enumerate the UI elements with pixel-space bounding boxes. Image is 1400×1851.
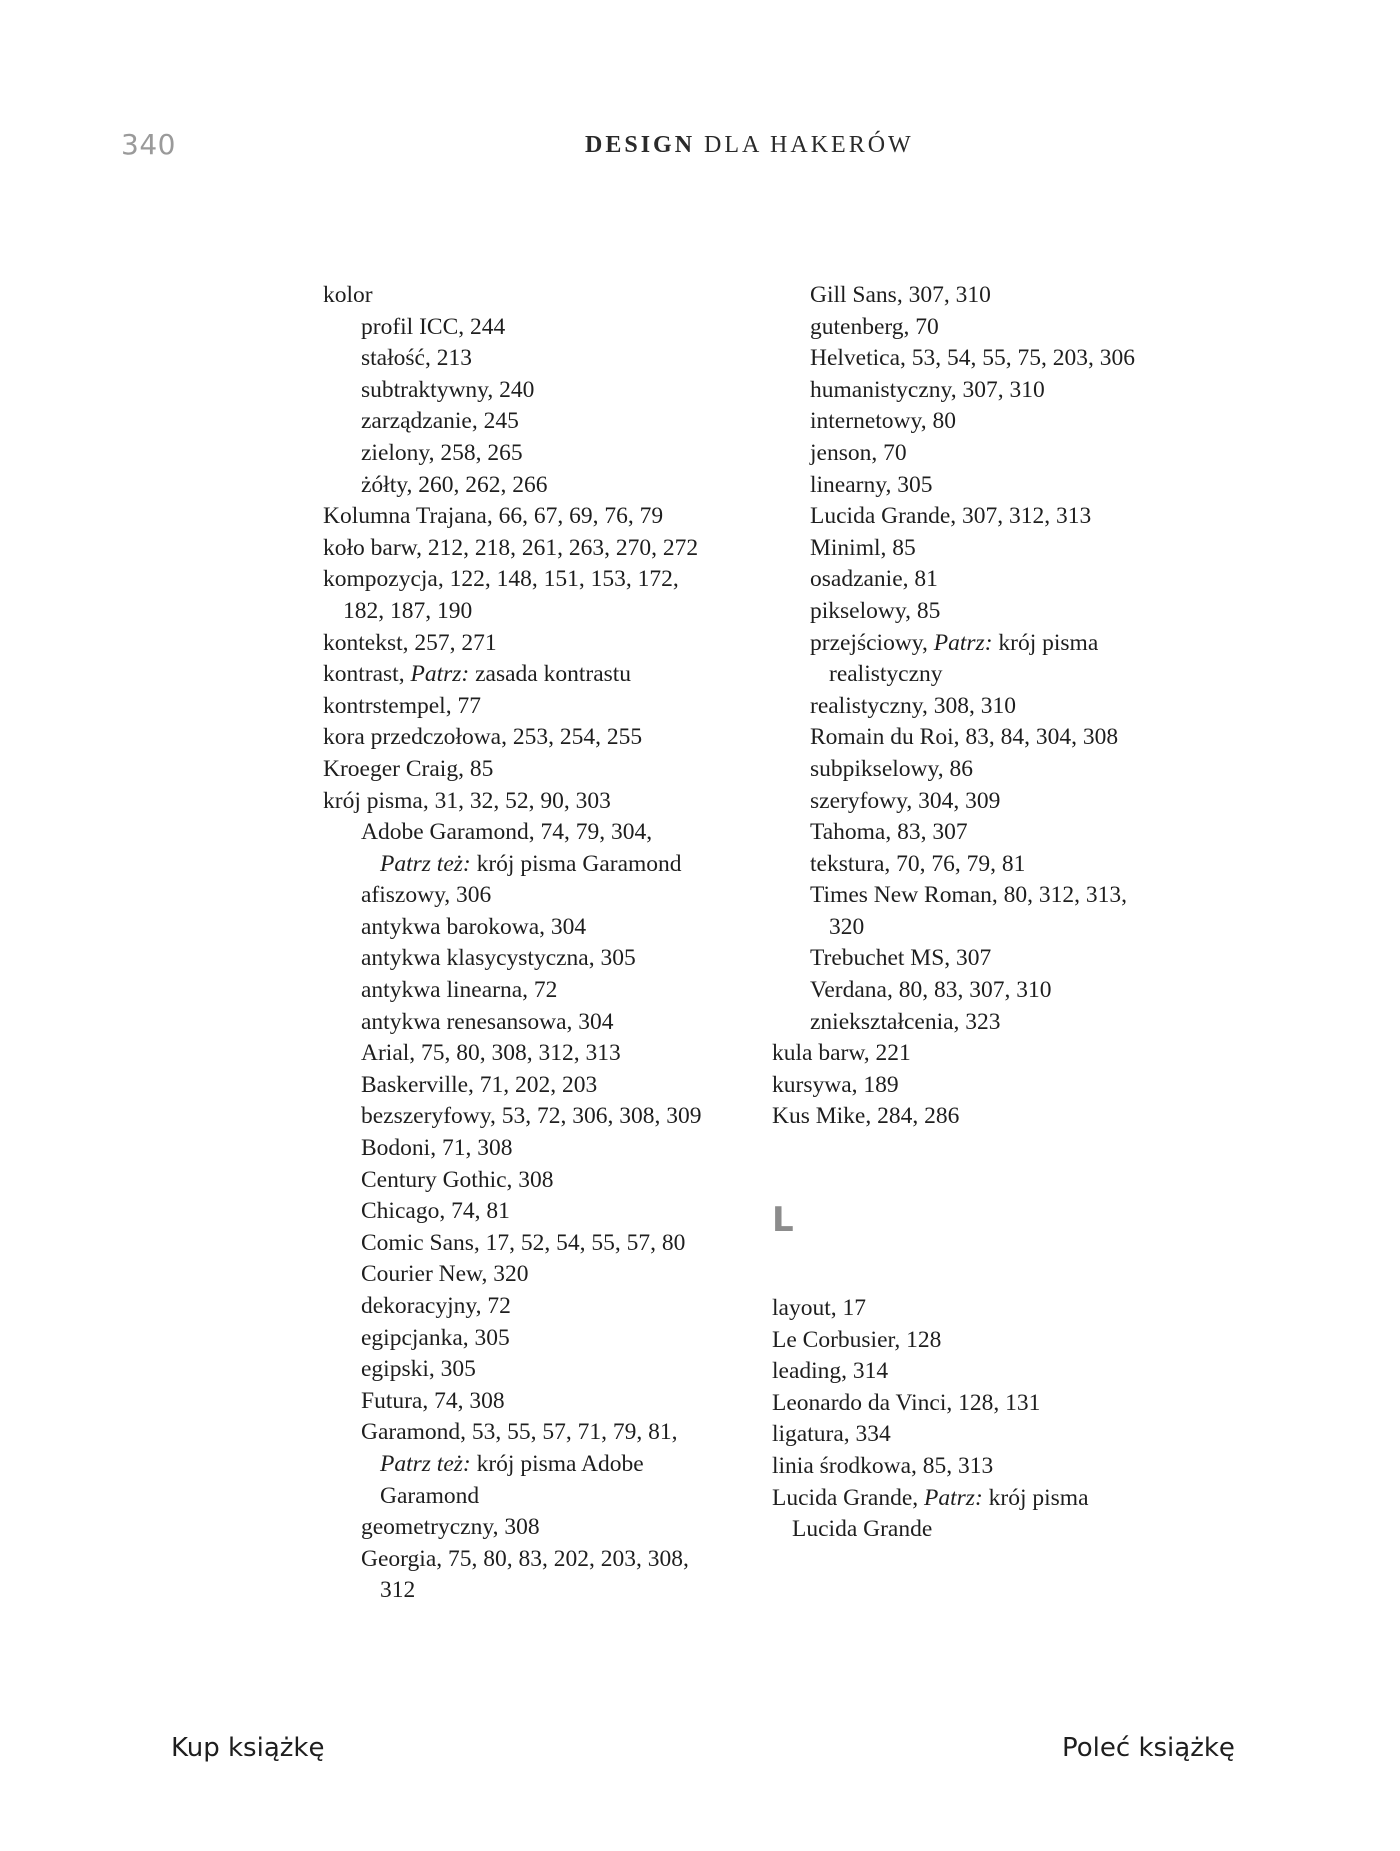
index-subentry: antykwa linearna, 72 <box>361 977 558 1004</box>
index-subentry: stałość, 213 <box>361 345 472 372</box>
cross-ref-target: krój pisma <box>982 1484 1089 1511</box>
index-subentry: Garamond, 53, 55, 57, 71, 79, 81, <box>361 1419 678 1446</box>
running-head-rest: DLA HAKERÓW <box>695 132 914 158</box>
index-subentry: zniekształcenia, 323 <box>810 1008 1001 1035</box>
index-subentry: osadzanie, 81 <box>810 566 938 593</box>
index-subentry: subpikselowy, 86 <box>810 755 973 782</box>
index-subentry: pikselowy, 85 <box>810 597 941 624</box>
index-entry: linia środkowa, 85, 313 <box>772 1453 994 1479</box>
index-entry-continuation: Lucida Grande <box>792 1516 933 1543</box>
index-subentry: Arial, 75, 80, 308, 312, 313 <box>361 1040 621 1067</box>
index-entry: kontrstempel, 77 <box>323 692 481 719</box>
index-subentry: Miniml, 85 <box>810 534 916 561</box>
page-number: 340 <box>121 128 176 161</box>
index-subentry: zielony, 258, 265 <box>361 439 523 466</box>
cross-ref-label: Patrz też: <box>380 850 471 877</box>
entry-term: kontrast, <box>323 661 411 688</box>
index-subentry: antykwa barokowa, 304 <box>361 913 587 940</box>
index-subentry-continuation: 312 <box>380 1577 416 1604</box>
index-subentry-cross-ref <box>323 1449 743 1481</box>
recommend-book-link[interactable]: Poleć książkę <box>1062 1733 1235 1763</box>
index-entry: kora przedczołowa, 253, 254, 255 <box>323 724 643 751</box>
index-subentry: Chicago, 74, 81 <box>361 1198 510 1225</box>
cross-ref-label: Patrz: <box>933 629 993 656</box>
index-subentry: geometryczny, 308 <box>361 1514 540 1541</box>
index-entry: leading, 314 <box>772 1358 889 1385</box>
index-subentry: antykwa renesansowa, 304 <box>361 1008 614 1035</box>
index-subentry: Verdana, 80, 83, 307, 310 <box>810 977 1052 1004</box>
index-subentry: internetowy, 80 <box>810 408 956 435</box>
index-entry-continuation: 182, 187, 190 <box>343 597 473 624</box>
running-head <box>585 132 914 159</box>
index-subentry: Romain du Roi, 83, 84, 304, 308 <box>810 724 1119 751</box>
running-head-bold: DESIGN <box>585 132 696 158</box>
index-subentry: antykwa klasycystyczna, 305 <box>361 945 636 972</box>
cross-ref-target: krój pisma <box>992 629 1099 656</box>
buy-book-link[interactable]: Kup książkę <box>171 1733 325 1763</box>
cross-ref-label: Patrz: <box>924 1484 983 1511</box>
index-subentry: Georgia, 75, 80, 83, 202, 203, 308, <box>361 1545 689 1572</box>
index-subentry: subtraktywny, 240 <box>361 376 535 403</box>
index-subentry: egipski, 305 <box>361 1356 476 1383</box>
index-subentry-cross-ref <box>772 628 1172 660</box>
index-entry: krój pisma, 31, 32, 52, 90, 303 <box>323 787 611 814</box>
index-subentry: Helvetica, 53, 54, 55, 75, 203, 306 <box>810 345 1136 372</box>
index-entry: ligatura, 334 <box>772 1421 891 1448</box>
index-subentry: szeryfowy, 304, 309 <box>810 787 1001 814</box>
cross-ref-target: krój pisma Garamond <box>470 850 682 877</box>
index-subentry: egipcjanka, 305 <box>361 1324 510 1351</box>
index-subentry: Gill Sans, 307, 310 <box>810 282 991 308</box>
index-subentry-continuation: realistyczny <box>829 661 943 688</box>
cross-ref-target: krój pisma Adobe <box>470 1450 644 1477</box>
index-entry: kontekst, 257, 271 <box>323 629 497 656</box>
cross-ref-label: Patrz też: <box>380 1450 471 1477</box>
index-subentry: bezszeryfowy, 53, 72, 306, 308, 309 <box>361 1103 702 1130</box>
index-subentry: Century Gothic, 308 <box>361 1166 554 1193</box>
index-entry: kolor <box>323 282 373 308</box>
index-subentry-continuation: 320 <box>829 913 865 940</box>
index-subentry: realistyczny, 308, 310 <box>810 692 1017 719</box>
index-entry: Kus Mike, 284, 286 <box>772 1103 960 1130</box>
index-subentry: gutenberg, 70 <box>810 313 939 340</box>
index-column-right <box>772 280 1172 1546</box>
index-subentry: Baskerville, 71, 202, 203 <box>361 1071 598 1098</box>
section-letter-heading: L <box>772 1200 794 1241</box>
index-entry: koło barw, 212, 218, 261, 263, 270, 272 <box>323 534 699 561</box>
index-subentry: Comic Sans, 17, 52, 54, 55, 57, 80 <box>361 1229 686 1256</box>
index-entry: kula barw, 221 <box>772 1040 911 1067</box>
index-entry: layout, 17 <box>772 1295 866 1322</box>
index-subentry: jenson, 70 <box>810 439 907 466</box>
index-subentry: Times New Roman, 80, 312, 313, <box>810 882 1128 909</box>
index-subentry: zarządzanie, 245 <box>361 408 519 435</box>
index-subentry: profil ICC, 244 <box>361 313 506 340</box>
index-entry-cross-ref <box>323 659 743 691</box>
index-subentry: afiszowy, 306 <box>361 882 492 909</box>
cross-ref-label: Patrz: <box>410 661 470 688</box>
cross-ref-target: zasada kontrastu <box>469 661 632 688</box>
index-entry: Kolumna Trajana, 66, 67, 69, 76, 79 <box>323 503 664 530</box>
index-column-left <box>323 280 743 1607</box>
index-entry: kompozycja, 122, 148, 151, 153, 172, <box>323 566 679 593</box>
index-subentry: Courier New, 320 <box>361 1261 529 1288</box>
index-subentry-continuation: Garamond <box>380 1482 480 1509</box>
index-entry: Kroeger Craig, 85 <box>323 755 494 782</box>
index-subentry: dekoracyjny, 72 <box>361 1293 511 1319</box>
index-subentry-cross-ref <box>323 849 743 881</box>
entry-term: Lucida Grande, <box>772 1484 925 1511</box>
index-subentry: Tahoma, 83, 307 <box>810 819 968 846</box>
index-subentry: Futura, 74, 308 <box>361 1387 505 1414</box>
index-entry: Le Corbusier, 128 <box>772 1326 942 1353</box>
index-subentry: humanistyczny, 307, 310 <box>810 376 1045 403</box>
index-subentry: Bodoni, 71, 308 <box>361 1135 513 1162</box>
index-entry: Leonardo da Vinci, 128, 131 <box>772 1389 1041 1416</box>
index-entry-cross-ref <box>772 1483 1172 1515</box>
entry-term: przejściowy, <box>810 629 934 656</box>
index-subentry: Lucida Grande, 307, 312, 313 <box>810 503 1092 530</box>
index-subentry: Adobe Garamond, 74, 79, 304, <box>361 819 653 846</box>
index-subentry: linearny, 305 <box>810 471 933 498</box>
index-subentry: Trebuchet MS, 307 <box>810 945 992 972</box>
index-entry: kursywa, 189 <box>772 1071 899 1098</box>
index-subentry: żółty, 260, 262, 266 <box>361 471 548 498</box>
index-subentry: tekstura, 70, 76, 79, 81 <box>810 850 1026 877</box>
